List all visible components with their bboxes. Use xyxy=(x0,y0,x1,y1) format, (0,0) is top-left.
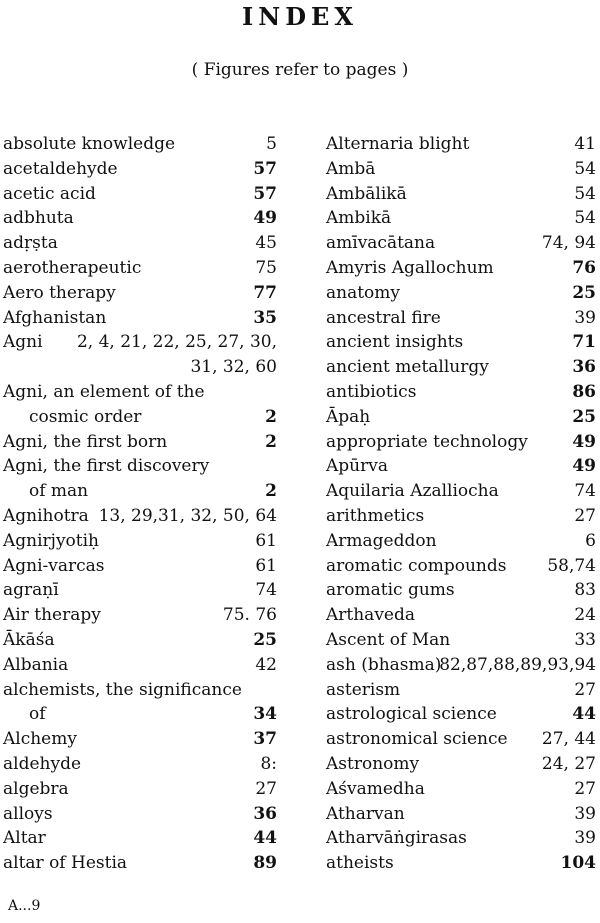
index-term: ancient insights xyxy=(326,332,464,353)
index-pages: 39 xyxy=(574,828,596,849)
index-term: absolute knowledge xyxy=(3,134,176,154)
index-term: Agnihotra xyxy=(3,505,89,526)
index-entry xyxy=(3,752,277,777)
index-term: antibiotics xyxy=(326,381,417,402)
index-term: asterism xyxy=(326,679,401,700)
index-term: altar of Hestia xyxy=(3,853,128,874)
index-entry xyxy=(326,281,596,306)
index-pages: 27 xyxy=(574,505,596,526)
index-term: Altar xyxy=(3,828,46,849)
index-entry xyxy=(3,727,277,752)
index-pages: 2, 4, 21, 22, 25, 27, 30, xyxy=(76,332,277,353)
index-term: Agnirjyotiḥ xyxy=(3,530,99,551)
index-pages: 33 xyxy=(574,629,596,650)
index-term: Astronomy xyxy=(326,753,420,774)
index-entry xyxy=(326,454,596,479)
index-entry xyxy=(3,578,277,603)
index-pages: 25 xyxy=(572,406,596,427)
index-term: appropriate technology xyxy=(326,431,528,452)
index-entry xyxy=(326,653,596,678)
index-term: adbhuta xyxy=(3,208,74,229)
index-pages: 44 xyxy=(572,704,596,725)
index-term: Agni, an element of the xyxy=(3,381,205,402)
index-pages: 54 xyxy=(574,208,596,229)
index-entry xyxy=(3,504,277,529)
index-term: ancient metallurgy xyxy=(326,357,489,378)
index-entry xyxy=(326,330,596,355)
index-entry xyxy=(326,430,596,455)
page-subtitle: ( Figures refer to pages ) xyxy=(191,60,409,80)
index-term: Air therapy xyxy=(3,605,101,626)
index-pages: 24, 27 xyxy=(541,753,596,774)
index-entry xyxy=(3,182,277,207)
index-entry xyxy=(326,802,596,827)
index-pages: 8: xyxy=(260,753,277,774)
index-term-continued: of xyxy=(29,704,46,725)
index-entry xyxy=(326,727,596,752)
index-pages: 36 xyxy=(572,357,596,378)
index-pages: 58,74 xyxy=(547,555,596,576)
index-pages: 27 xyxy=(574,778,596,799)
index-term: ancestral fire xyxy=(326,307,441,328)
index-pages: 25 xyxy=(572,282,596,303)
index-pages: 25 xyxy=(253,629,277,650)
index-entry xyxy=(326,355,596,380)
index-entry xyxy=(3,851,277,876)
index-entry xyxy=(326,529,596,554)
index-entry xyxy=(3,554,277,579)
index-entry xyxy=(326,132,596,157)
index-entry xyxy=(326,678,596,703)
index-term: Amyris Agallochum xyxy=(326,257,494,278)
index-entry xyxy=(3,653,277,678)
index-pages: 31, 32, 60 xyxy=(190,357,277,378)
index-pages: 39 xyxy=(574,307,596,328)
index-entry xyxy=(3,256,277,281)
index-term: Albania xyxy=(3,654,69,675)
index-entry xyxy=(3,132,277,157)
index-entry xyxy=(3,802,277,827)
index-term: alloys xyxy=(3,803,53,824)
index-term: astronomical science xyxy=(326,729,508,750)
index-entry xyxy=(326,603,596,628)
index-pages: 86 xyxy=(572,381,596,402)
index-entry xyxy=(326,157,596,182)
index-term: adṛṣta xyxy=(3,233,58,254)
index-entry xyxy=(326,256,596,281)
index-pages: 76 xyxy=(572,257,596,278)
index-term: astrological science xyxy=(326,704,497,725)
index-pages: 2 xyxy=(265,481,277,502)
index-term-continued: of man xyxy=(29,481,89,502)
index-entry xyxy=(3,529,277,554)
page-footer-signature: A...9 xyxy=(8,898,41,914)
index-entry xyxy=(326,504,596,529)
index-pages: 74 xyxy=(574,481,596,502)
index-entry xyxy=(3,628,277,653)
index-pages: 71 xyxy=(572,332,596,353)
index-pages: 77 xyxy=(253,282,277,303)
index-term: aerotherapeutic xyxy=(3,257,142,278)
index-entry xyxy=(3,826,277,851)
page-title: INDEX xyxy=(242,2,358,31)
index-pages: 82,87,88,89,93,94 xyxy=(439,654,596,675)
index-pages: 13, 29,31, 32, 50, 64 xyxy=(98,505,277,526)
index-term: acetic acid xyxy=(3,183,96,204)
index-pages: 57 xyxy=(253,158,277,179)
index-term: aldehyde xyxy=(3,753,82,774)
index-term: aromatic compounds xyxy=(326,555,507,576)
index-term: agraṇī xyxy=(3,580,59,601)
index-term: Alchemy xyxy=(3,729,77,750)
index-pages: 74, 94 xyxy=(541,233,596,254)
index-term: Atharvan xyxy=(326,803,405,824)
index-term: Agni xyxy=(3,332,43,353)
index-term: acetaldehyde xyxy=(3,158,118,179)
index-term: ash (bhasma) xyxy=(326,654,442,675)
index-entry xyxy=(326,182,596,207)
index-entry xyxy=(3,603,277,628)
index-pages: 24 xyxy=(574,605,596,626)
index-term: Ascent of Man xyxy=(326,629,451,650)
index-column-right xyxy=(326,132,596,876)
index-entry xyxy=(326,752,596,777)
index-pages: 2 xyxy=(265,406,277,427)
index-entry xyxy=(3,306,277,331)
index-entry xyxy=(326,851,596,876)
index-term: Atharvāṅgirasas xyxy=(326,828,467,849)
index-entry xyxy=(326,206,596,231)
index-pages: 27, 44 xyxy=(541,729,596,750)
index-pages: 83 xyxy=(574,580,596,601)
index-entry xyxy=(326,231,596,256)
index-pages: 27 xyxy=(255,778,277,799)
index-term: Agni, the first born xyxy=(3,431,168,452)
index-entry xyxy=(326,578,596,603)
index-pages: 54 xyxy=(574,158,596,179)
index-entry xyxy=(3,454,277,504)
index-pages: 45 xyxy=(255,233,277,254)
index-pages: 35 xyxy=(253,307,277,328)
index-pages: 41 xyxy=(574,134,596,154)
index-entry xyxy=(3,330,277,380)
index-term: Aero therapy xyxy=(3,282,116,303)
index-entry xyxy=(326,826,596,851)
index-term: Afghanistan xyxy=(3,307,107,328)
index-pages: 49 xyxy=(572,431,596,452)
index-term: Alternaria blight xyxy=(326,134,470,154)
index-term: anatomy xyxy=(326,282,401,303)
index-entry xyxy=(3,206,277,231)
index-term: Apūrva xyxy=(326,456,388,477)
index-term-continued: cosmic order xyxy=(29,406,142,427)
index-pages: 2 xyxy=(265,431,277,452)
index-term: Ambā xyxy=(326,158,376,179)
index-entry xyxy=(3,430,277,455)
index-pages: 42 xyxy=(255,654,277,675)
index-pages: 74 xyxy=(255,580,277,601)
index-entry xyxy=(3,281,277,306)
index-pages: 89 xyxy=(253,853,277,874)
index-pages: 44 xyxy=(253,828,277,849)
index-column-left xyxy=(3,132,277,876)
index-entry xyxy=(326,380,596,405)
index-pages: 5 xyxy=(266,134,277,154)
index-term: Ambikā xyxy=(326,208,392,229)
index-term: aromatic gums xyxy=(326,580,455,601)
index-pages: 49 xyxy=(572,456,596,477)
index-entry xyxy=(326,306,596,331)
index-entry xyxy=(3,157,277,182)
index-pages: 6 xyxy=(585,530,596,551)
index-pages: 75. 76 xyxy=(222,605,277,626)
index-entry xyxy=(3,231,277,256)
index-entry xyxy=(326,479,596,504)
index-term: atheists xyxy=(326,853,394,874)
index-pages: 34 xyxy=(253,704,277,725)
index-term: Ambālikā xyxy=(326,183,407,204)
index-pages: 54 xyxy=(574,183,596,204)
index-entry xyxy=(326,628,596,653)
index-pages: 37 xyxy=(253,729,277,750)
index-pages: 61 xyxy=(255,555,277,576)
index-entry xyxy=(326,405,596,430)
index-term: Ākāśa xyxy=(3,629,55,650)
index-term: Arthaveda xyxy=(326,605,416,626)
index-entry xyxy=(3,777,277,802)
index-entry xyxy=(326,554,596,579)
index-pages: 104 xyxy=(560,853,596,874)
index-pages: 27 xyxy=(574,679,596,700)
index-entry xyxy=(3,380,277,430)
index-pages: 75 xyxy=(255,257,277,278)
index-term: arithmetics xyxy=(326,505,425,526)
index-term: Armageddon xyxy=(326,530,437,551)
index-pages: 36 xyxy=(253,803,277,824)
index-term: Agni, the first discovery xyxy=(3,456,210,477)
index-pages: 39 xyxy=(574,803,596,824)
index-term: alchemists, the significance xyxy=(3,679,242,700)
index-term: Āpaḥ xyxy=(326,406,371,427)
index-entry xyxy=(326,702,596,727)
index-entry xyxy=(3,678,277,728)
index-term: Aśvamedha xyxy=(326,778,425,799)
index-term: amīvacātana xyxy=(326,233,436,254)
index-entry xyxy=(326,777,596,802)
index-pages: 57 xyxy=(253,183,277,204)
index-term: algebra xyxy=(3,778,69,799)
index-term: Agni-varcas xyxy=(3,555,105,576)
index-pages: 49 xyxy=(253,208,277,229)
index-pages: 61 xyxy=(255,530,277,551)
index-term: Aquilaria Azalliocha xyxy=(326,481,499,502)
